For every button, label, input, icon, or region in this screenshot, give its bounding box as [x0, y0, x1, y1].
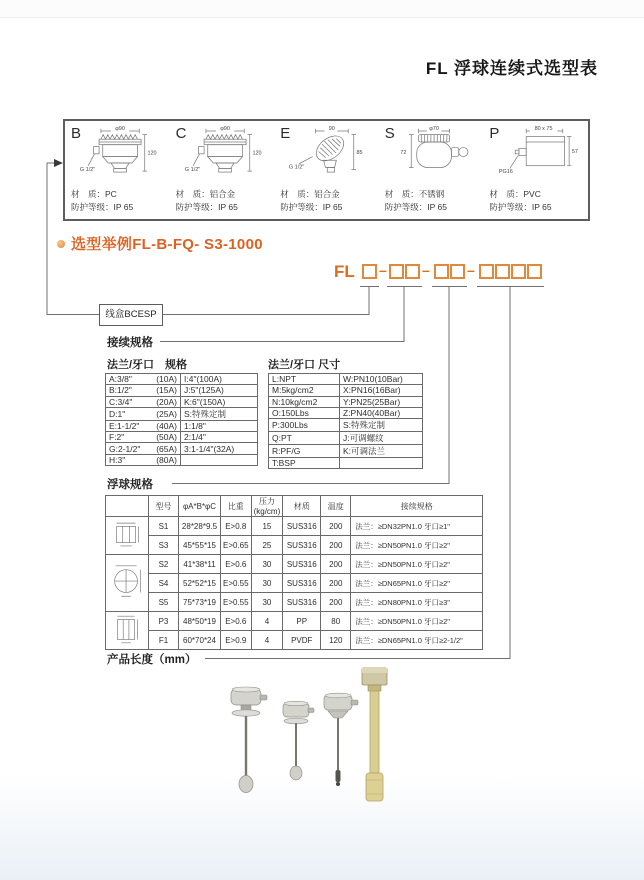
float-shape-cylinder-diagram	[106, 517, 149, 555]
header-cell: 温度	[321, 496, 351, 517]
header-cell: 压力(kg/cm)	[251, 496, 283, 517]
rating-label: 防护等级：	[489, 201, 532, 212]
table-row	[269, 445, 423, 458]
table-row	[106, 517, 483, 536]
cell: SUS316	[283, 517, 321, 536]
cell: 200	[321, 555, 351, 574]
product-photo-steel-1	[222, 686, 270, 796]
head-code: E	[280, 125, 291, 142]
table-row	[106, 385, 258, 396]
arrow-icon	[54, 159, 63, 167]
table-row	[106, 555, 483, 574]
cell: N:10kg/cm2	[269, 396, 340, 407]
cell: 45*55*15	[179, 536, 221, 555]
head-specs	[176, 188, 238, 214]
cell: K:可调法兰	[340, 445, 423, 458]
cell: 52*52*15	[179, 574, 221, 593]
product-photo-pvc	[356, 666, 394, 808]
port-label: G 1/2"	[289, 164, 305, 171]
cell: PP	[283, 612, 321, 631]
code-box	[405, 264, 420, 279]
head-item-s	[379, 121, 484, 219]
code-box	[362, 264, 377, 279]
float-shape-sphere-diagram	[106, 555, 149, 612]
table-row	[269, 419, 423, 432]
cell: E>0.6	[221, 555, 252, 574]
table-row	[106, 443, 258, 454]
table-row	[106, 593, 483, 612]
port-label: PG16	[499, 169, 514, 175]
rating-value: IP 65	[218, 201, 238, 212]
code-box	[511, 264, 526, 279]
material-value: 铝合金	[314, 188, 340, 199]
cell: 法兰：≥DN65PN1.0 牙口≥2"	[351, 574, 483, 593]
table-row	[106, 574, 483, 593]
cell: 4	[251, 612, 283, 631]
dim-side: 120	[147, 150, 157, 157]
cell: 3:1-1/4"(32A)	[181, 443, 258, 454]
cell: 60*70*24	[179, 631, 221, 650]
cell: 30	[251, 593, 283, 612]
cell: S2	[149, 555, 179, 574]
cell: S:特殊定制	[340, 419, 423, 432]
cell: E>0.55	[221, 593, 252, 612]
flange-spec-table	[105, 373, 258, 466]
table-header-row	[106, 496, 483, 517]
cell: T:BSP	[269, 458, 340, 469]
cell: R:PF/G	[269, 445, 340, 458]
head-code: P	[489, 125, 500, 142]
material-value: PC	[105, 188, 117, 199]
cell: 15	[251, 517, 283, 536]
cell: 200	[321, 574, 351, 593]
table-row	[106, 432, 258, 443]
junction-head-p-diagram	[497, 123, 581, 181]
head-item-c	[170, 121, 275, 219]
code-box	[450, 264, 465, 279]
cell: Y:PN25(25Bar)	[340, 396, 423, 407]
cell: O:150Lbs	[269, 407, 340, 418]
section-connection: 接续规格	[107, 337, 153, 349]
cell: 法兰：≥DN65PN1.0 牙口≥2-1/2"	[351, 631, 483, 650]
table-row	[269, 374, 423, 385]
cell: K:6"(150A)	[181, 396, 258, 407]
cell: SUS316	[283, 593, 321, 612]
cell: 1:1/8"	[181, 420, 258, 431]
cell: I:4"(100A)	[181, 374, 258, 385]
dim-side: 120	[252, 150, 262, 157]
head-specs	[385, 188, 447, 214]
junction-head-c-diagram	[184, 123, 268, 181]
cell: 48*50*19	[179, 612, 221, 631]
header-cell: 接续规格	[351, 496, 483, 517]
code-box	[479, 264, 494, 279]
cell: 4	[251, 631, 283, 650]
cell: 200	[321, 593, 351, 612]
junction-head-e-diagram	[288, 123, 372, 181]
cell: E>0.6	[221, 612, 252, 631]
rating-label: 防护等级：	[71, 201, 114, 212]
rating-label: 防护等级：	[384, 201, 428, 212]
head-specs	[71, 188, 133, 214]
cell	[181, 454, 258, 465]
cell: E>0.65	[221, 536, 252, 555]
cell: E>0.55	[221, 574, 252, 593]
cell: C:3/4" (20A)	[106, 396, 181, 407]
cell: D:1" (25A)	[106, 407, 181, 420]
cell: Q:PT	[269, 432, 340, 445]
cell: 30	[251, 555, 283, 574]
cell: S:特殊定制	[181, 407, 258, 420]
cell: 200	[321, 536, 351, 555]
cell: M:5kg/cm2	[269, 385, 340, 396]
table-row	[269, 432, 423, 445]
cell: S1	[149, 517, 179, 536]
label-flange-spec: 法兰/牙口 规格	[107, 359, 188, 371]
cell: G:2-1/2" (65A)	[106, 443, 181, 454]
cell: 法兰：≥DN50PN1.0 牙口≥2"	[351, 612, 483, 631]
code-dash: –	[467, 262, 475, 278]
header-cell: 比重	[221, 496, 252, 517]
material-label: 材 质：	[71, 188, 106, 199]
cell: E:1-1/2" (40A)	[106, 420, 181, 431]
table-row	[106, 454, 258, 465]
dim-top: 90	[328, 126, 336, 133]
selection-example	[57, 233, 263, 254]
dim-side: 57	[572, 148, 579, 155]
cell: H:3" (80A)	[106, 454, 181, 465]
label-flange-size: 法兰/牙口 尺寸	[268, 359, 341, 371]
table-row	[106, 612, 483, 631]
junction-box-label: 线盒BCESP	[99, 304, 163, 326]
table-row	[269, 458, 423, 469]
head-item-b	[65, 121, 170, 219]
cell: 28*28*9.5	[179, 517, 221, 536]
cell: P3	[149, 612, 179, 631]
cell: 75*73*19	[179, 593, 221, 612]
cell: 30	[251, 574, 283, 593]
cell	[340, 458, 423, 469]
product-photo-steel-2	[276, 700, 318, 784]
cell: F1	[149, 631, 179, 650]
cell: SUS316	[283, 536, 321, 555]
cell: SUS316	[283, 574, 321, 593]
cell: 法兰：≥DN32PN1.0 牙口≥1"	[351, 517, 483, 536]
material-label: 材 质：	[489, 188, 524, 199]
cell: A:3/8" (10A)	[106, 374, 181, 385]
product-photo-steel-3	[316, 692, 360, 792]
header-cell: φA*B*φC	[179, 496, 221, 517]
float-shape-cylinder2-diagram	[106, 612, 149, 650]
material-value: 不锈钢	[418, 188, 445, 199]
rating-value: IP 65	[322, 201, 343, 212]
cell: PVDF	[283, 631, 321, 650]
head-code: B	[71, 125, 82, 142]
cell: 41*38*11	[179, 555, 221, 574]
rating-label: 防护等级：	[175, 201, 219, 212]
cell: 法兰：≥DN50PN1.0 牙口≥2"	[351, 536, 483, 555]
code-dash: –	[379, 262, 387, 278]
cell: E>0.8	[221, 517, 252, 536]
cell: Z:PN40(40Bar)	[340, 407, 423, 418]
table-row	[106, 420, 258, 431]
dim-top: φ70	[429, 126, 439, 133]
rating-value: IP 65	[427, 201, 447, 212]
cell: 法兰：≥DN50PN1.0 牙口≥2"	[351, 555, 483, 574]
cell	[106, 496, 149, 517]
cell: 法兰：≥DN80PN1.0 牙口≥3"	[351, 593, 483, 612]
material-label: 材 质：	[175, 188, 210, 199]
table-row	[106, 374, 258, 385]
bullet-icon	[57, 240, 65, 248]
float-spec-table	[105, 495, 483, 650]
cell: S3	[149, 536, 179, 555]
material-value: PVC	[523, 188, 541, 199]
section-product-length: 产品长度（mm）	[107, 654, 197, 666]
table-row	[106, 407, 258, 420]
port-label: G 1/2"	[184, 167, 200, 174]
head-code: C	[175, 125, 187, 142]
cell: S4	[149, 574, 179, 593]
cell: W:PN10(10Bar)	[340, 374, 423, 385]
page-title: FL 浮球连续式选型表	[425, 59, 598, 78]
dim-side: 85	[356, 149, 363, 156]
code-box	[434, 264, 449, 279]
flange-size-table	[268, 373, 423, 469]
rating-label: 防护等级：	[280, 201, 323, 212]
code-box	[527, 264, 542, 279]
head-specs	[280, 188, 342, 214]
head-specs	[489, 188, 551, 214]
head-code: S	[384, 125, 395, 142]
rating-value: IP 65	[531, 201, 552, 212]
cell: X:PN16(16Bar)	[340, 385, 423, 396]
cell: 2:1/4"	[181, 432, 258, 443]
selection-example-text: 选型举例FL-B-FQ- S3-1000	[71, 236, 263, 253]
dim-top: φ90	[219, 126, 230, 133]
cell: S5	[149, 593, 179, 612]
material-label: 材 质：	[384, 188, 419, 199]
cell: J:可调螺纹	[340, 432, 423, 445]
code-box	[495, 264, 510, 279]
table-row	[106, 536, 483, 555]
material-value: 铝合金	[209, 188, 236, 199]
table-row	[269, 396, 423, 407]
cell: 120	[321, 631, 351, 650]
code-dash: –	[422, 262, 430, 278]
code-box	[389, 264, 404, 279]
head-item-e	[274, 121, 379, 219]
cell: L:NPT	[269, 374, 340, 385]
dim-side: 72	[400, 149, 407, 156]
material-label: 材 质：	[280, 188, 315, 199]
cell: 200	[321, 517, 351, 536]
table-row	[269, 385, 423, 396]
cell: 80	[321, 612, 351, 631]
dim-top: 80 x 75	[534, 126, 553, 133]
cell: B:1/2" (15A)	[106, 385, 181, 396]
section-float-spec: 浮球规格	[107, 479, 153, 491]
cell: E>0.9	[221, 631, 252, 650]
port-label: G 1/2"	[79, 167, 96, 174]
table-row	[106, 631, 483, 650]
table-row	[106, 396, 258, 407]
head-item-p	[483, 121, 588, 219]
rating-value: IP 65	[113, 201, 134, 212]
head-types-panel	[63, 119, 590, 221]
model-code	[334, 263, 554, 283]
cell: SUS316	[283, 555, 321, 574]
cell: P:300Lbs	[269, 419, 340, 432]
dim-top: φ90	[115, 126, 125, 133]
cell: J:5"(125A)	[181, 385, 258, 396]
cell: 25	[251, 536, 283, 555]
cell: F:2" (50A)	[106, 432, 181, 443]
model-code-prefix: FL	[334, 262, 355, 281]
junction-head-s-diagram	[393, 123, 477, 181]
table-row	[269, 407, 423, 418]
header-cell: 型号	[149, 496, 179, 517]
header-cell: 材质	[283, 496, 321, 517]
junction-head-b-diagram	[79, 123, 163, 181]
